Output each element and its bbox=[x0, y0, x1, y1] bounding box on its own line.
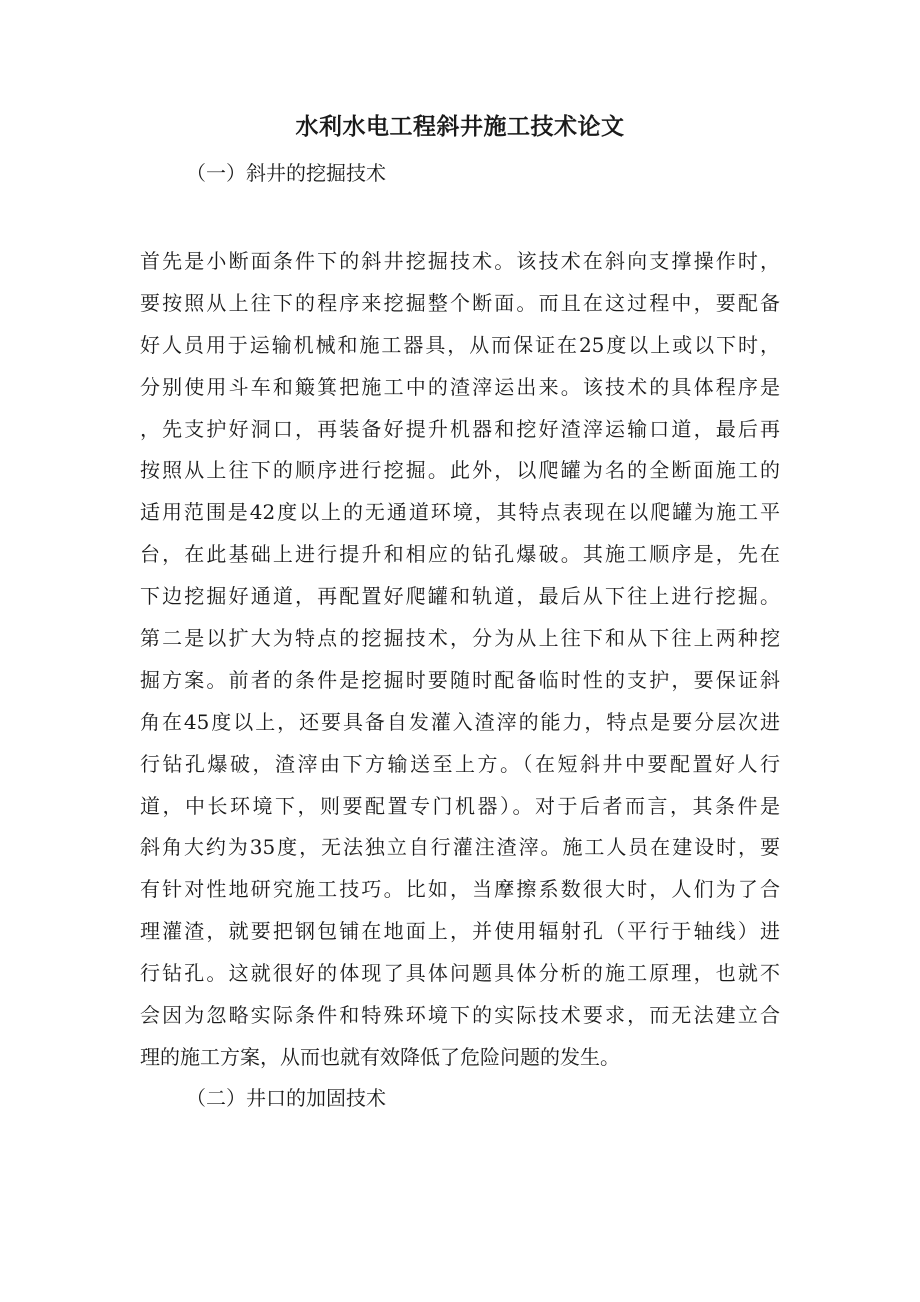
paragraph-line: 理灌渣，就要把钢包铺在地面上，并使用辐射孔（平行于轴线）进 bbox=[140, 919, 780, 944]
paragraph-line: 首先是小断面条件下的斜井挖掘技术。该技术在斜向支撑操作时， bbox=[140, 249, 780, 273]
paragraph-line: 掘方案。前者的条件是挖掘时要随时配备临时性的支护，要保证斜 bbox=[140, 667, 780, 692]
section-heading-1: （一）斜井的挖掘技术 bbox=[186, 161, 386, 185]
paragraph-line: ，先支护好洞口，再装备好提升机器和挖好渣滓运输口道，最后再 bbox=[140, 416, 780, 441]
paragraph-line: 有针对性地研究施工技巧。比如，当摩擦系数很大时，人们为了合 bbox=[140, 877, 780, 902]
paragraph-line: 行钻孔爆破，渣滓由下方输送至上方。（在短斜井中要配置好人行 bbox=[140, 751, 780, 776]
paragraph-line: 理的施工方案，从而也就有效降低了危险问题的发生。 bbox=[140, 1044, 620, 1069]
paragraph-line: 好人员用于运输机械和施工器具，从而保证在25度以上或以下时， bbox=[140, 332, 780, 357]
paragraph-line: 行钻孔。这就很好的体现了具体问题具体分析的施工原理，也就不 bbox=[140, 961, 780, 986]
paragraph-line: 按照从上往下的顺序进行挖掘。此外，以爬罐为名的全断面施工的 bbox=[140, 458, 780, 483]
paragraph-line: 分别使用斗车和簸箕把施工中的渣滓运出来。该技术的具体程序是 bbox=[140, 374, 780, 399]
paragraph-line: 下边挖掘好通道，再配置好爬罐和轨道，最后从下往上进行挖掘。 bbox=[140, 584, 780, 609]
paragraph-line: 会因为忽略实际条件和特殊环境下的实际技术要求，而无法建立合 bbox=[140, 1003, 780, 1028]
paragraph-line: 角在45度以上，还要具备自发灌入渣滓的能力，特点是要分层次进 bbox=[140, 709, 780, 734]
paragraph-line: 第二是以扩大为特点的挖掘技术，分为从上往下和从下往上两种挖 bbox=[140, 626, 780, 651]
paragraph-line: 道，中长环境下，则要配置专门机器）。对于后者而言，其条件是 bbox=[140, 793, 780, 818]
paragraph-line: 要按照从上往下的程序来挖掘整个断面。而且在这过程中，要配备 bbox=[140, 290, 780, 315]
paragraph-line: 台，在此基础上进行提升和相应的钻孔爆破。其施工顺序是，先在 bbox=[140, 542, 780, 567]
body-paragraph bbox=[140, 241, 780, 1079]
section-heading-2: （二）井口的加固技术 bbox=[186, 1086, 386, 1110]
paragraph-line: 斜角大约为35度，无法独立自行灌注渣滓。施工人员在建设时，要 bbox=[140, 835, 780, 860]
paragraph-line: 适用范围是42度以上的无通道环境，其特点表现在以爬罐为施工平 bbox=[140, 500, 780, 525]
document-title: 水利水电工程斜井施工技术论文 bbox=[295, 113, 625, 140]
